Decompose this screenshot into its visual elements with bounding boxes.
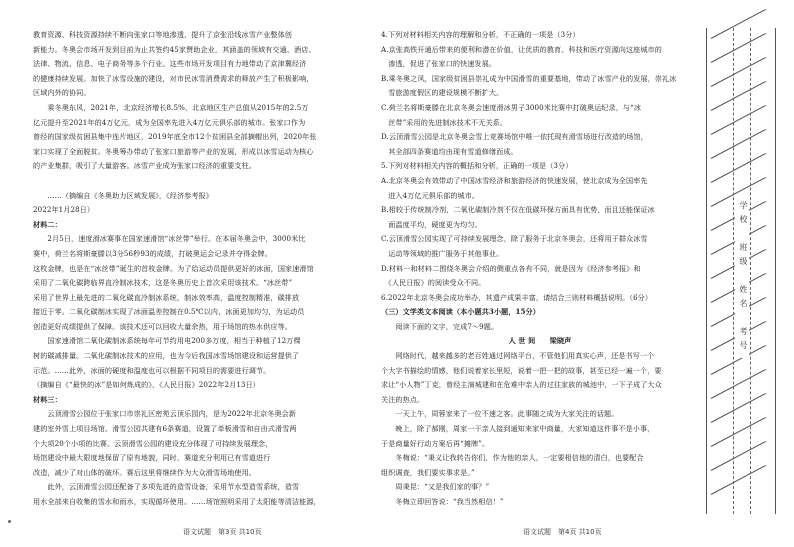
text-line: 周秉昆：“又是我们家的事？”	[381, 482, 490, 492]
text-line: 进入4万亿元俱乐部的城市。	[381, 190, 480, 200]
text-line: 材料二：	[33, 219, 62, 229]
text-line: 网络时代，越来越多的老百姓通过网络平台，不管他们用真实心声，还是书写一个	[381, 351, 655, 361]
text-line: 面温度平均，硬度更为均匀。	[381, 219, 482, 229]
text-line: （三）文学类文本阅读（本小题共3小题，15分）	[381, 307, 540, 317]
text-line: 此外，云顶滑雪公园还配备了多项先进的造雪设备，采用节水型造雪系统，造雪	[33, 482, 300, 492]
text-line: 阅读下面的文字，完成7～9题。	[381, 321, 499, 331]
text-line: 丝带”采用的先进制冰技术不无关系。	[381, 117, 508, 127]
text-line: 材料三：	[33, 394, 62, 404]
text-line: 2月5日，速度滑冰赛事在国家速滑馆“冰丝带”举行。在本届冬奥会中，3000米比	[33, 234, 306, 244]
footer-left-page-number: 语文试题 第3页 共10页	[183, 528, 262, 536]
text-line: 组织调查，我们要实事求是。”	[381, 467, 475, 477]
text-line: 2022年1月28日）	[33, 205, 95, 215]
text-line: 场馆建设中最大限度地保留了原有地貌，同时，赛道充分利用已有雪道进行	[33, 453, 271, 463]
text-line: 采用了二氧化碳跨临界直冷制冰技术，这是冬奥历史上首次采用该技术。“冰丝带”	[33, 278, 293, 288]
text-line: 个大字书描绘的情感，他们说着家长里短，说着一把一把的故事，甚至已经一遍一个，要	[381, 365, 662, 375]
text-line: 晚上，除了郝刚，周家一干亲人接到通知来家中商量，大家知道这件事不是小事，	[381, 424, 655, 434]
text-line	[381, 510, 699, 513]
text-line: 区域内外的协同。	[33, 88, 91, 98]
text-line: 人 世 间 梁晓声	[508, 336, 572, 346]
text-line: 建的室外雪上项目场馆。滑雪公园共建有6条赛道，设置了单板滑雪和自由式滑雪两	[33, 424, 297, 434]
text-line: 乘冬奥东风，2021年，北京经济增长8.5%，北京地区生产总值从2015年的2.5万	[33, 102, 309, 112]
text-line: 法律、物流、信息、电子商务等多个行业。这些市场开发项目有力地带动了京津冀经济	[33, 59, 307, 69]
text-line: 《人民日报》的阅读受众不同。	[381, 278, 486, 288]
text-line: 4.下列对材料相关内容的理解和分析，不正确的一项是（3分）	[381, 30, 580, 39]
text-line: ……（摘编自《冬奥助力区域发展》，《经济参考报》	[33, 190, 213, 200]
text-line: C.荷兰名将斯豪滕在北京冬奥会速度滑冰男子3000米比赛中打破奥运纪录，与“冰	[381, 102, 642, 112]
text-line: 5.下列对材料相关内容的概括和分析，正确的一项是（3分）	[381, 161, 573, 171]
text-line: 求让“小人物”丁克，曾经主演城建和在危难中亲人的过往家族的城池中，一下子成了大众	[381, 380, 662, 390]
text-line: 6.2022年北京冬奥会成功举办，其遗产成果丰富，请结合三则材料概括说明。（6分）	[381, 292, 653, 302]
text-line: 云顶滑雪公园位于张家口市崇礼区密苑云顶乐园内，是为2022年北京冬奥会新	[33, 409, 297, 419]
text-line: 树的碳减排量。二氧化碳制冰技术的应用，也为今后我国冰雪场馆建设和运营提供了	[33, 351, 300, 361]
text-line: D.云顶滑雪公园是北京冬奥会雪上竞赛场馆中唯一依托现有滑雪场进行改造的场馆，	[381, 132, 648, 142]
scan-dot	[8, 520, 11, 523]
text-line: 雪旅游度假区的建设规模不断扩大。	[381, 88, 504, 98]
text-line: 这枚金牌，也是在“冰丝带”诞生的首枚金牌。为了给运动员提供更好的冰面，国家速滑馆	[33, 263, 314, 273]
text-line: B.乘冬奥之风，国家级贫困县崇礼成为中国滑雪的重要基地，带动了冰雪产业的发展，崇礼冰	[381, 73, 677, 83]
right-page-text	[381, 28, 699, 513]
text-line	[33, 510, 373, 513]
text-line: 的产业集群，吸引了大量游客。冰雪产业成为张家口经济的重要支柱。	[33, 161, 257, 171]
text-line: 国家速滑馆二氧化碳制冰系统每年可节约用电200多万度，相当于种植了12万棵	[33, 336, 301, 346]
text-line: （摘编自《“最快的冰”是如何炼成的》，《人民日报》2022年2月13日）	[33, 380, 260, 390]
text-line: C.云顶滑雪公园实现了可持续发展理念，除了服务于北京冬奥会，还将用于群众冰雪	[381, 234, 648, 244]
left-page-text	[33, 28, 373, 513]
text-line: B.相较于传统制冷剂，二氧化碳制冷剂不仅在低碳环保方面具有优势，而且还能保证冰	[381, 205, 655, 215]
text-line: 赛中，荷兰名将斯豪滕以3分56秒93的成绩，打破奥运会记录并夺得金牌。	[33, 248, 272, 258]
text-line: 运动等领域的推广服务于其他事业。	[381, 248, 504, 258]
text-line: 一天上午，周蓉家来了一位不速之客。此事随之成为大家关注的话题。	[381, 409, 619, 419]
footer-right-page-number: 语文试题 第4页 共10页	[523, 528, 602, 536]
text-line: 曾经的国家级贫困县集中连片地区，2019年底全市12个贫困县全部摘帽出列，2020年张	[33, 132, 317, 142]
binding-margin	[706, 28, 776, 514]
text-line: 示范。……此外，冰面的硬度和温度也可以根据不同项目的需要进行调节。	[33, 365, 271, 375]
text-line: 亿元提升至2021年的4万亿元，成为全国率先进入4万亿元俱乐部的城市。张家口作为	[33, 117, 306, 127]
text-line: 用水全部来自收集的雪水和雨水，实现循环使用。……场馆照明采用了太阳能等清洁能源，	[33, 497, 321, 506]
text-line: 接近于零。二氧化碳制冰实现了冰面温差控制在0.5℃以内，冰面更加均匀，为运动员	[33, 307, 305, 317]
text-line: 新能力。冬奥会市场开发到目前为止共签约45家赞助企业，其涵盖的领域有交通、酒店、	[33, 44, 316, 54]
text-line: 于是商量好行动方案后再“摊牌”。	[381, 438, 490, 448]
text-line: 个大项20个小项的比赛。云顶滑雪公园的建设充分体现了可持续发展理念，	[33, 438, 273, 448]
text-line	[33, 174, 373, 189]
text-line: A.北京冬奥会有效带动了中国冰雪经济和旅游经济的快速发展，使北京成为全国率先	[381, 175, 648, 185]
text-line: 采用了世界上最先进的二氧化碳直冷制冰系统，制冰效率高，温度控制精准，碳排放	[33, 292, 300, 302]
text-line: 改造，减少了对山体的破坏。赛后这里将继续作为大众滑雪场地使用。	[33, 467, 257, 477]
text-line: 冬梅说：“秉义让我转告你们，作为他的亲人，一定要相信他的清白，也要配合	[381, 453, 644, 463]
text-line: 其全部四条赛道均由现有雪道修缮而成。	[381, 146, 518, 156]
binding-label: 学校 班级 姓名 考号	[735, 198, 749, 358]
text-line: 渗透，促进了张家口的快速发展。	[381, 59, 497, 69]
text-line: D.材料一和材料二围绕冬奥会介绍的侧重点各有不同，就是因为《经济参考报》和	[381, 263, 641, 273]
text-line: 冬梅立即回答说：“我当然相信！”	[381, 497, 504, 506]
text-line: 的健康持续发展。加快了冰雪设施的建设，对市民冰雪消费需求的释放产生了积极影响，	[33, 73, 314, 83]
text-line: 关注的热点。	[381, 394, 425, 404]
text-line: 教育资源、科技资源持续不断向张家口等地渗透，提升了京张沿线冰雪产业整体创	[33, 30, 292, 39]
text-line: 创造更好成绩提供了保障。该技术还可以回收大量余热，用于场馆的热水供应等。	[33, 321, 292, 331]
text-line: A.京张高铁开通后带来的便利和潜在价值，让优质的教育、科技和医疗资源向这座城市的	[381, 44, 662, 54]
text-line: 家口实现了全面脱贫。冬奥筹办带动了张家口旅游等产业的发展，形成以冰雪运动为核心	[33, 146, 314, 156]
